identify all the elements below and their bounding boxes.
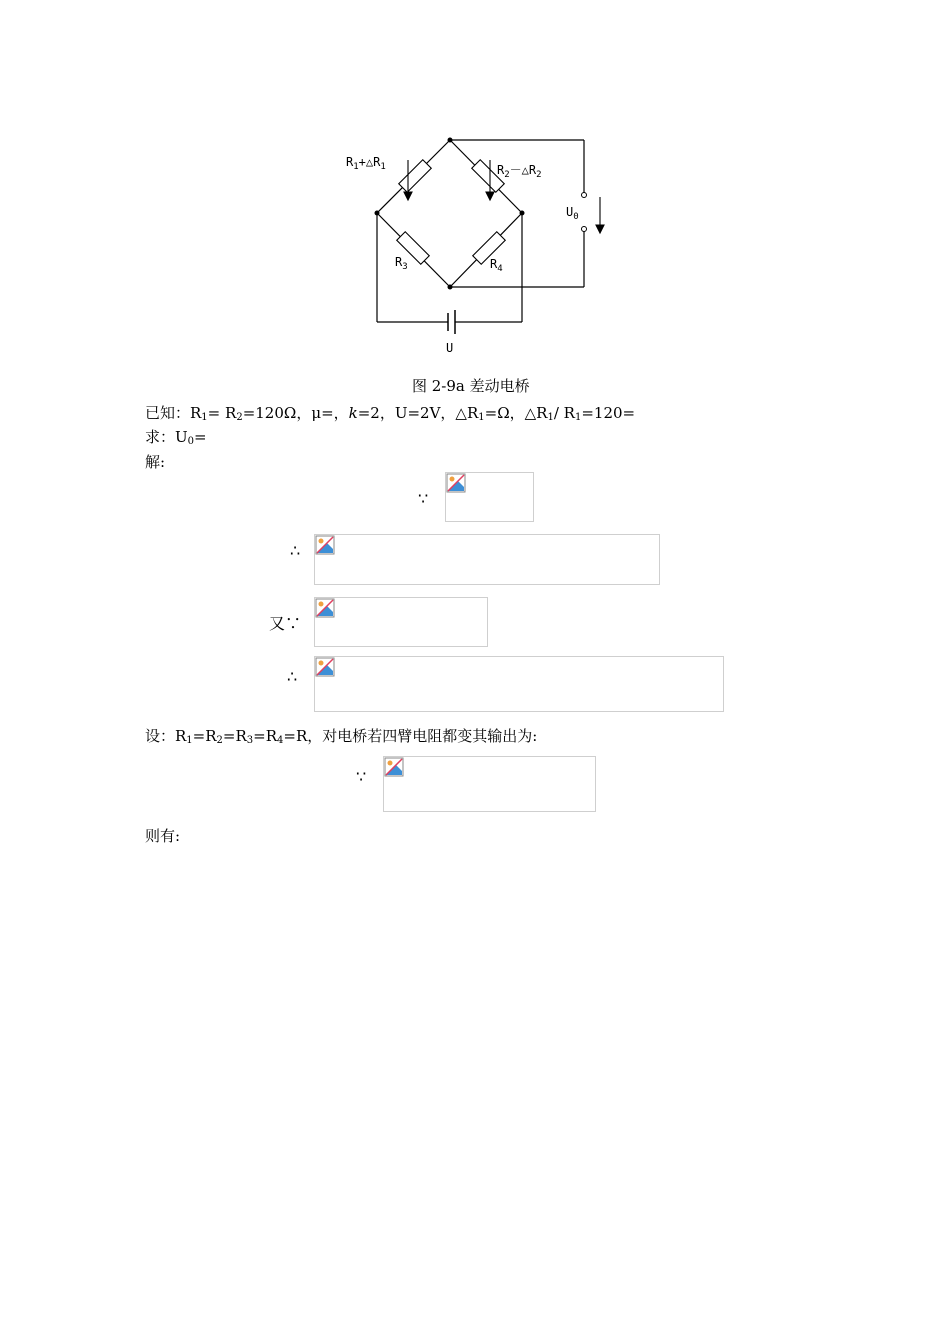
therefore-symbol-1: ∴ (290, 541, 301, 560)
label-r4: $R_4$ (490, 257, 503, 274)
given-line: 已知：$R_1= R_2=120\Omega$，μ=，k=2，U=2V，$\triangle R_1=\Omega$，$\triangle R_1/$ $R_1=120=$ (145, 404, 636, 423)
resistor-r4 (473, 232, 506, 265)
find-line: 求：$U_0=$ (145, 428, 207, 447)
equation-image-1 (445, 472, 534, 522)
label-r3: $R_3$ (395, 255, 408, 272)
therefore-symbol-2: ∴ (287, 667, 298, 686)
equation-image-3 (314, 597, 488, 647)
broken-image-icon (315, 598, 335, 618)
bridge-circuit-diagram (330, 125, 620, 365)
label-r1: $R_1+\triangle R_1$ (346, 155, 386, 172)
assume-line: 设：$R_1=R_2=R_3=R_4=R$，对电桥若四臂电阻都变其输出为: (145, 727, 538, 746)
also-because-symbol: 又∵ (269, 614, 302, 633)
broken-image-icon (315, 657, 335, 677)
solve-label: 解: (145, 453, 166, 471)
broken-image-icon (446, 473, 466, 493)
equation-image-5 (383, 756, 596, 812)
equation-image-4 (314, 656, 724, 712)
because-symbol-1: ∵ (418, 489, 429, 508)
label-u: U (446, 341, 454, 355)
then-label: 则有: (145, 827, 181, 845)
because-symbol-2: ∵ (356, 767, 367, 786)
resistor-r1 (399, 160, 432, 193)
broken-image-icon (384, 757, 404, 777)
broken-image-icon (315, 535, 335, 555)
equation-image-2 (314, 534, 660, 585)
label-u0: $U_0$ (566, 205, 579, 222)
figure-caption: 图 2-9a 差动电桥 (412, 377, 530, 395)
label-r2: $R_2-\triangle R_2$ (497, 163, 542, 180)
